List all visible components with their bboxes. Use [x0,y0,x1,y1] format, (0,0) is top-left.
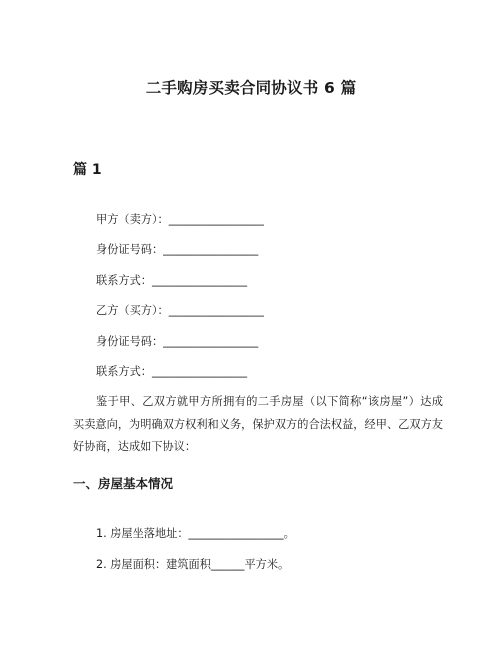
clause-item-address: 1. 房屋坐落地址：_________________。 [96,527,295,540]
buyer-name-field: 乙方（买方）：_________________ [96,304,264,317]
section-heading: 篇 1 [73,162,102,178]
intro-paragraph: 鉴于甲、乙双方就甲方所拥有的二手房屋（以下简称“该房屋”）达成买卖意向，为明确双方权利和义务，保护双方的合法权益，经甲、乙双方友好协商，达成如下协议： [73,395,443,453]
seller-contact-field: 联系方式：_________________ [96,274,248,287]
seller-name-field: 甲方（卖方）：_________________ [96,213,264,226]
buyer-contact-field: 联系方式：_________________ [96,365,248,378]
seller-id-field: 身份证号码：_________________ [96,243,259,256]
buyer-id-field: 身份证号码：_________________ [96,335,259,348]
document-title: 二手购房买卖合同协议书 6 篇 [145,79,357,97]
clause-item-area: 2. 房屋面积：建筑面积______平方米。 [96,558,290,571]
clause-heading: 一、房屋基本情况 [73,476,174,491]
